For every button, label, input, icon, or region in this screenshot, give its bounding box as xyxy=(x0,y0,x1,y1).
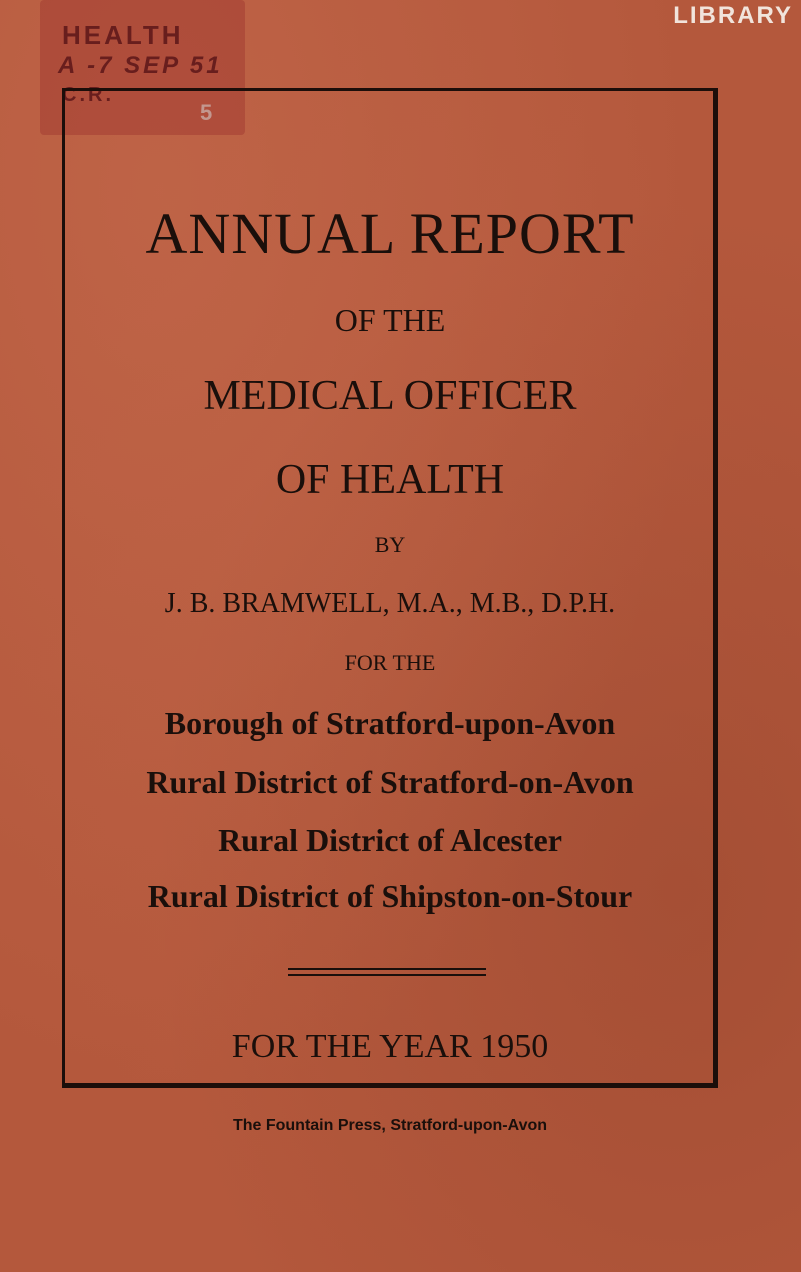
double-rule-top xyxy=(288,968,486,970)
report-year: FOR THE YEAR 1950 xyxy=(231,1028,549,1065)
publisher-imprint: The Fountain Press, Stratford-upon-Avon xyxy=(232,1117,548,1134)
district-line: Rural District of Stratford-on-Avon xyxy=(146,764,634,800)
stamp-line-1: HEALTH xyxy=(62,20,184,50)
district-line: Borough of Stratford-upon-Avon xyxy=(164,705,616,741)
by-label: BY xyxy=(374,532,406,557)
stamp-line-2: A -7 SEP 51 xyxy=(58,52,223,79)
stamp-line-3: C.R. xyxy=(62,84,114,106)
district-line: Rural District of Alcester xyxy=(218,822,562,858)
district-line: Rural District of Shipston-on-Stour xyxy=(147,878,633,914)
for-the-label: FOR THE xyxy=(344,650,436,675)
office-title: MEDICAL OFFICER xyxy=(203,373,577,419)
library-stamp: LIBRARY xyxy=(673,2,793,29)
stamp-line-4: 5 xyxy=(200,100,216,125)
report-title: ANNUAL REPORT xyxy=(145,201,635,266)
of-health-label: OF HEALTH xyxy=(275,457,505,503)
of-the-label: OF THE xyxy=(334,302,446,338)
double-rule-bottom xyxy=(288,974,486,976)
author-name: J. B. BRAMWELL, M.A., M.B., D.P.H. xyxy=(164,588,616,619)
